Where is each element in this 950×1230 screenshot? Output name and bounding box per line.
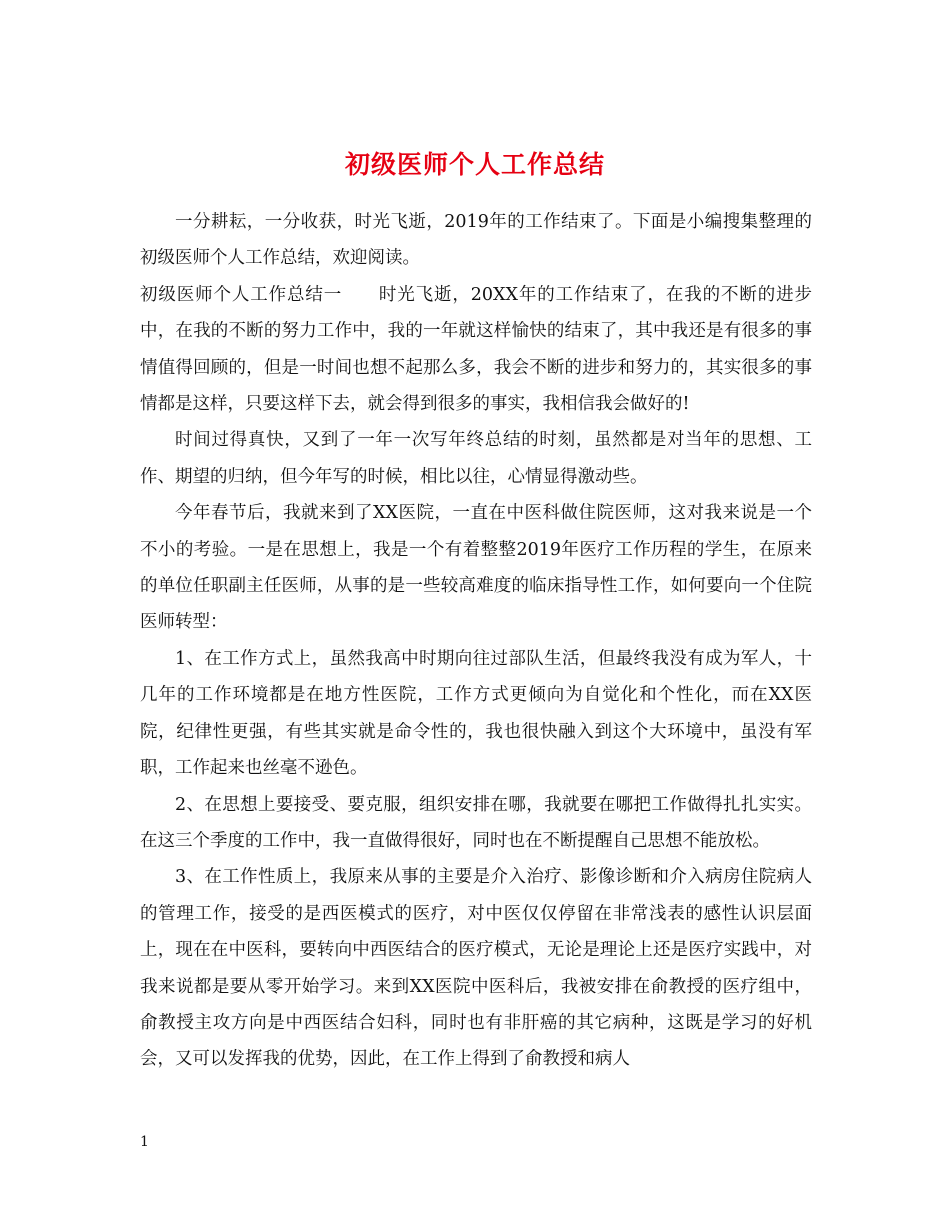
body-paragraph: 2、在思想上要接受、要克服，组织安排在哪，我就要在哪把工作做得扎扎实实。在这三个季度的工作中，我一直做得很好，同时也在不断提醒自己思想不能放松。 bbox=[140, 794, 812, 851]
body-paragraph: 时间过得真快，又到了一年一次写年终总结的时刻，虽然都是对当年的思想、工作、期望的归纳，但今年写的时候，相比以往，心情显得激动些。 bbox=[140, 430, 812, 487]
page-number: 1 bbox=[140, 1134, 149, 1150]
body-paragraph: 1、在工作方式上，虽然我高中时期向往过部队生活，但最终我没有成为军人，十几年的工作环境都是在地方性医院，工作方式更倾向为自觉化和个性化，而在XX医院，纪律性更强，有些其实就是命令性的，我也很快融入到这个大环境中，虽没有军职，工作起来也丝毫不逊色。 bbox=[140, 648, 812, 779]
document-title: 初级医师个人工作总结 bbox=[344, 149, 605, 179]
document-body bbox=[140, 204, 812, 1078]
body-paragraph: 3、在工作性质上，我原来从事的主要是介入治疗、影像诊断和介入病房住院病人的管理工作，接受的是西医模式的医疗，对中医仅仅停留在非常浅表的感性认识层面上，现在在中医科，要转向中西医结合的医疗模式，无论是理论上还是医疗实践中，对我来说都是要从零开始学习。来到XX医院中医科后，我被安排在俞教授的医疗组中，俞教授主攻方向是中西医结合妇科，同时也有非肝癌的其它病种，这既是学习的好机会，又可以发挥我的优势，因此，在工作上得到了俞教授和病人 bbox=[140, 867, 812, 1070]
body-paragraph: 今年春节后，我就来到了XX医院，一直在中医科做住院医师，这对我来说是一个不小的考验。一是在思想上，我是一个有着整整2019年医疗工作历程的学生，在原来的单位任职副主任医师，从事的是一些较高难度的临床指导性工作，如何要向一个住院医师转型： bbox=[140, 503, 812, 633]
body-paragraph: 一分耕耘，一分收获，时光飞逝，2019年的工作结束了。下面是小编搜集整理的初级医师个人工作总结，欢迎阅读。 bbox=[140, 212, 812, 269]
body-paragraph: 初级医师个人工作总结一 时光飞逝，20XX年的工作结束了，在我的不断的进步中，在我的不断的努力工作中，我的一年就这样愉快的结束了，其中我还是有很多的事情值得回顾的，但是一时间也想不起那么多，我会不断的进步和努力的，其实很多的事情都是这样，只要这样下去，就会得到很多的事实，我相信我会做好的! bbox=[140, 284, 812, 415]
